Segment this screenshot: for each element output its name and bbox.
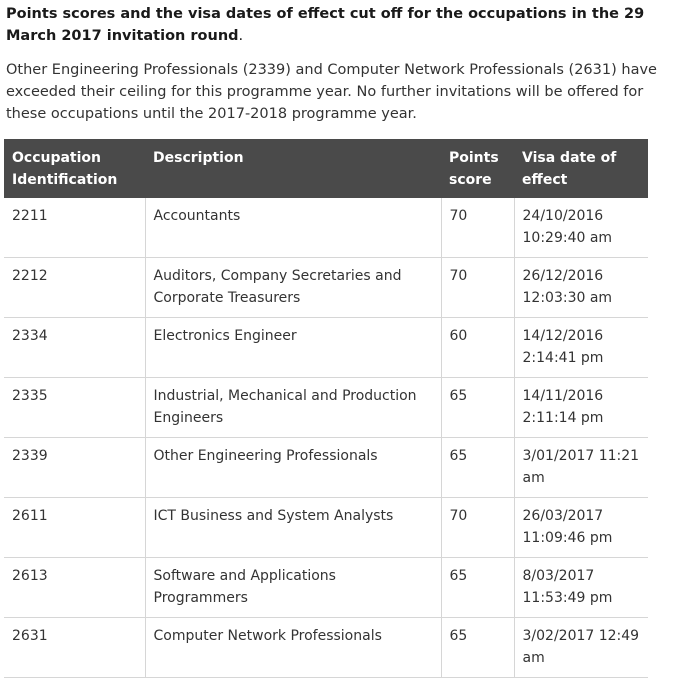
cell-description: ICT Business and System Analysts: [145, 498, 441, 558]
table-row: [4, 498, 648, 558]
cell-visa-date: 14/12/2016 2:14:41 pm: [514, 318, 648, 378]
cell-points: 70: [441, 198, 514, 258]
header-row: [4, 139, 648, 198]
cell-visa-date: 14/11/2016 2:11:14 pm: [514, 378, 648, 438]
cell-visa-date: 24/10/2016 10:29:40 am: [514, 198, 648, 258]
cell-description: Electronics Engineer: [145, 318, 441, 378]
table-row: [4, 438, 648, 498]
table-row: [4, 318, 648, 378]
cell-occupation: 2631: [4, 618, 145, 678]
heading-period: .: [238, 28, 244, 44]
cell-points: 65: [441, 558, 514, 618]
cell-description: Industrial, Mechanical and Production Engineers: [145, 378, 441, 438]
table-row: [4, 258, 648, 318]
cell-visa-date: 3/02/2017 12:49 am: [514, 618, 648, 678]
cell-occupation: 2613: [4, 558, 145, 618]
table-body: [4, 198, 648, 678]
header-description: Description: [145, 139, 441, 198]
cell-occupation: 2212: [4, 258, 145, 318]
table-header: [4, 139, 648, 198]
cell-description: Software and Applications Programmers: [145, 558, 441, 618]
cell-points: 65: [441, 618, 514, 678]
heading-title: Points scores and the visa dates of effect cut off for the occupations in the 29 March 2017 invitation round: [6, 6, 645, 44]
page-heading: [6, 3, 656, 47]
table-row: [4, 558, 648, 618]
cell-points: 65: [441, 438, 514, 498]
cell-occupation: 2334: [4, 318, 145, 378]
cell-visa-date: 3/01/2017 11:21 am: [514, 438, 648, 498]
table-row: [4, 378, 648, 438]
cell-points: 65: [441, 378, 514, 438]
cell-description: Auditors, Company Secretaries and Corporate Treasurers: [145, 258, 441, 318]
header-points-score: Points score: [441, 139, 514, 198]
cell-visa-date: 26/03/2017 11:09:46 pm: [514, 498, 648, 558]
cell-visa-date: 26/12/2016 12:03:30 am: [514, 258, 648, 318]
header-visa-date-of-effect: Visa date of effect: [514, 139, 648, 198]
occupations-table: [4, 139, 648, 678]
cell-points: 70: [441, 258, 514, 318]
table-row: [4, 618, 648, 678]
intro-paragraph: Other Engineering Professionals (2339) and Computer Network Professionals (2631) have exceeded their ceiling for this programme year. No further invitations will be offered for these occupations until the 2017-2018 programme year.: [6, 62, 657, 122]
cell-occupation: 2339: [4, 438, 145, 498]
cell-points: 60: [441, 318, 514, 378]
cell-occupation: 2611: [4, 498, 145, 558]
cell-points: 70: [441, 498, 514, 558]
cell-description: Other Engineering Professionals: [145, 438, 441, 498]
cell-visa-date: 8/03/2017 11:53:49 pm: [514, 558, 648, 618]
cell-description: Computer Network Professionals: [145, 618, 441, 678]
cell-occupation: 2335: [4, 378, 145, 438]
cell-description: Accountants: [145, 198, 441, 258]
header-occupation-identification: Occupation Identification: [4, 139, 145, 198]
table-row: [4, 198, 648, 258]
cell-occupation: 2211: [4, 198, 145, 258]
